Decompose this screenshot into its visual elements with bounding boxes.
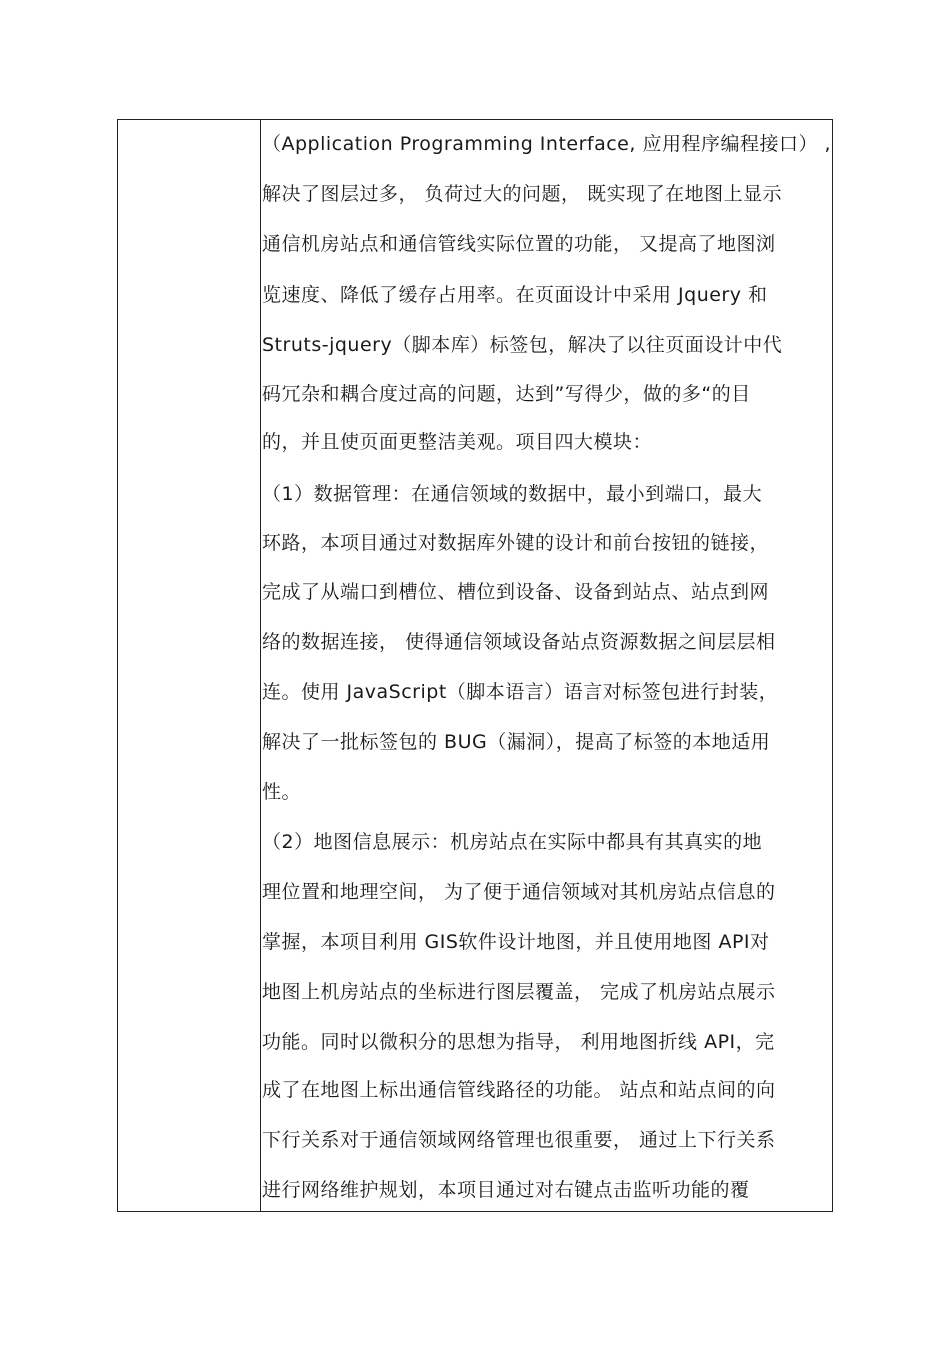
paragraph-line: 通信机房站点和通信管线实际位置的功能， 又提高了地图浏 bbox=[262, 233, 776, 255]
paragraph-line: 的，并且使页面更整洁美观。项目四大模块： bbox=[262, 431, 653, 453]
table-right-cell bbox=[262, 120, 832, 1211]
paragraph-line: 性。 bbox=[262, 781, 302, 803]
paragraph-line: 环路，本项目通过对数据库外键的设计和前台按钮的链接， bbox=[262, 532, 770, 554]
paragraph-line: 解决了一批标签包的 BUG（漏洞），提高了标签的本地适用 bbox=[262, 731, 771, 753]
paragraph-line: 连。使用 JavaScript（脚本语言）语言对标签包进行封装， bbox=[262, 681, 779, 703]
paragraph-line: 掌握，本项目利用 GIS软件设计地图，并且使用地图 API对 bbox=[262, 931, 770, 953]
paragraph-line: 功能。同时以微积分的思想为指导， 利用地图折线 API，完 bbox=[262, 1031, 775, 1053]
paragraph-line: （Application Programming Interface, 应用程序编程接口） , bbox=[262, 133, 832, 155]
paragraph-line: 进行网络维护规划，本项目通过对右键点击监听功能的覆 bbox=[262, 1179, 750, 1201]
paragraph-line: Struts-jquery（脚本库）标签包，解决了以往页面设计中代 bbox=[262, 334, 783, 356]
paragraph-line: 完成了从端口到槽位、槽位到设备、设备到站点、站点到网 bbox=[262, 581, 770, 603]
paragraph-line: 解决了图层过多， 负荷过大的问题， 既实现了在地图上显示 bbox=[262, 183, 783, 205]
paragraph-line: 理位置和地理空间， 为了便于通信领域对其机房站点信息的 bbox=[262, 881, 776, 903]
paragraph-line: （2）地图信息展示：机房站点在实际中都具有其真实的地 bbox=[262, 831, 763, 853]
paragraph-line: 码冗杂和耦合度过高的问题，达到”写得少，做的多“的目 bbox=[262, 383, 751, 405]
paragraph-line: 成了在地图上标出通信管线路径的功能。 站点和站点间的向 bbox=[262, 1079, 776, 1101]
paragraph-line: 络的数据连接， 使得通信领域设备站点资源数据之间层层相 bbox=[262, 631, 776, 653]
table-left-cell bbox=[118, 120, 261, 1211]
paragraph-line: 地图上机房站点的坐标进行图层覆盖， 完成了机房站点展示 bbox=[262, 981, 776, 1003]
paragraph-line: 览速度、降低了缓存占用率。在页面设计中采用 Jquery 和 bbox=[262, 284, 768, 306]
content-table bbox=[117, 119, 833, 1212]
paragraph-line: 下行关系对于通信领域网络管理也很重要， 通过上下行关系 bbox=[262, 1129, 776, 1151]
paragraph-line: （1）数据管理：在通信领域的数据中，最小到端口，最大 bbox=[262, 483, 763, 505]
